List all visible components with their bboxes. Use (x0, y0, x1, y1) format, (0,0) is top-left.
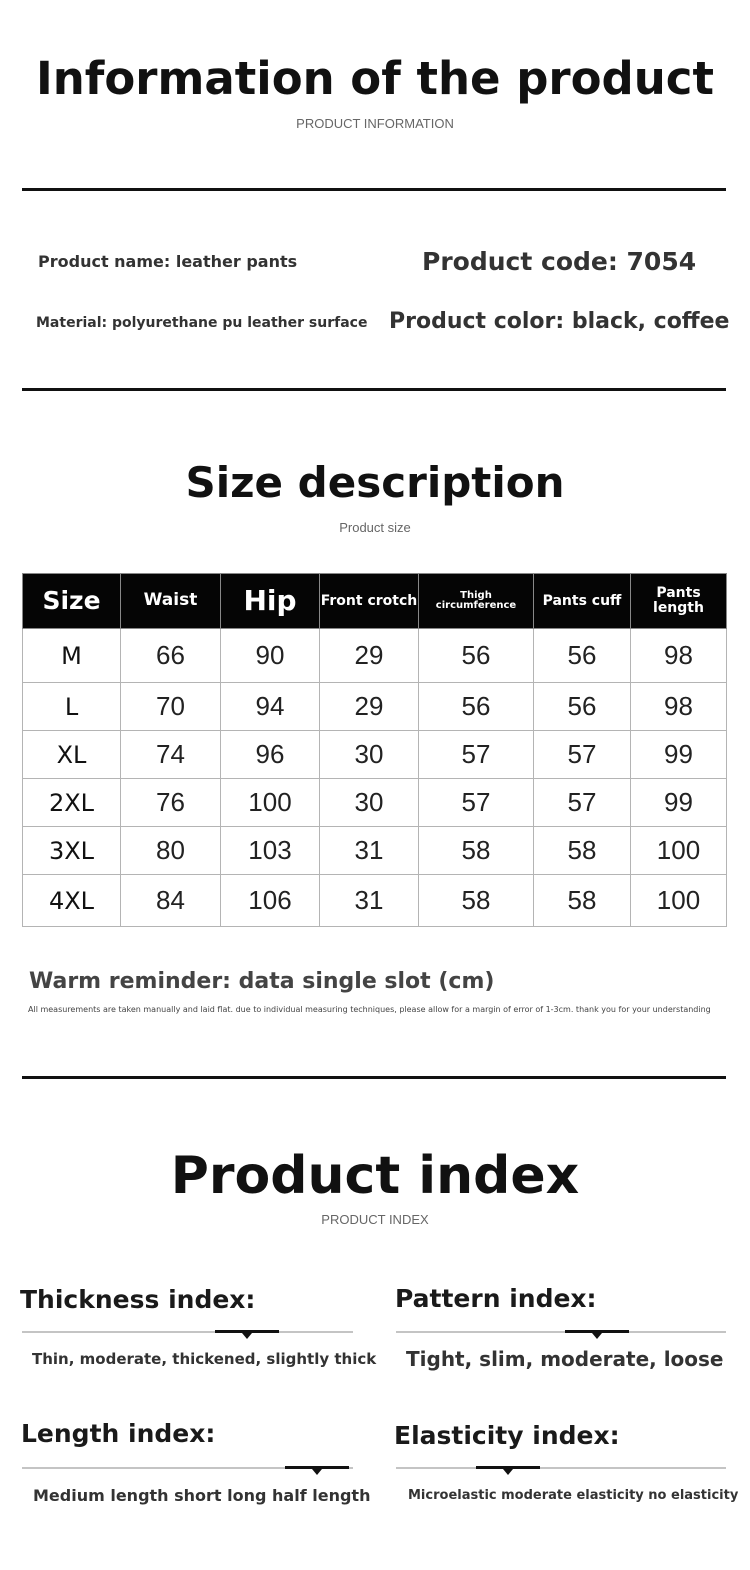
col-header-waist: Waist (121, 574, 221, 629)
table-cell: 106 (221, 875, 320, 927)
table-cell: 56 (419, 683, 534, 731)
elasticity-index-title: Elasticity index: (394, 1421, 620, 1450)
table-cell: 57 (419, 731, 534, 779)
elasticity-index-track (396, 1467, 726, 1469)
table-cell: 29 (320, 683, 419, 731)
col-header-thigh: Thigh circumference (419, 574, 534, 629)
size-title: Size description (185, 458, 565, 507)
elasticity-index-pointer-icon (503, 1469, 513, 1475)
pattern-index-options: Tight, slim, moderate, loose (406, 1347, 724, 1371)
table-cell: 99 (631, 731, 727, 779)
col-header-front-crotch: Front crotch (320, 574, 419, 629)
table-cell: 58 (419, 875, 534, 927)
thickness-index-pointer-icon (242, 1333, 252, 1339)
table-cell: 31 (320, 875, 419, 927)
thickness-index-title: Thickness index: (20, 1285, 256, 1314)
table-row (23, 683, 727, 731)
thickness-index-track (22, 1331, 353, 1333)
size-table (22, 573, 727, 927)
table-cell: M (23, 629, 121, 683)
col-header-size: Size (23, 574, 121, 629)
col-header-pants-length: Pants length (631, 574, 727, 629)
table-cell: 74 (121, 731, 221, 779)
table-cell: 57 (419, 779, 534, 827)
table-cell: 66 (121, 629, 221, 683)
length-index-pointer-icon (312, 1469, 322, 1475)
divider (22, 388, 726, 391)
table-row (23, 731, 727, 779)
divider (22, 1076, 726, 1079)
table-cell: XL (23, 731, 121, 779)
table-cell: 56 (534, 629, 631, 683)
table-cell: 2XL (23, 779, 121, 827)
table-cell: 98 (631, 629, 727, 683)
table-cell: 58 (534, 827, 631, 875)
measurement-note: All measurements are taken manually and laid flat. due to individual measuring techniques, please allow for a margin of error of 1-3cm. thank you for your understanding (28, 1005, 711, 1014)
table-cell: 90 (221, 629, 320, 683)
info-title: Information of the product (36, 52, 714, 105)
length-index-options: Medium length short long half length (33, 1486, 371, 1505)
table-cell: 3XL (23, 827, 121, 875)
table-row (23, 827, 727, 875)
table-cell: 96 (221, 731, 320, 779)
table-cell: 4XL (23, 875, 121, 927)
info-subtitle: PRODUCT INFORMATION (296, 116, 454, 131)
table-cell: L (23, 683, 121, 731)
table-cell: 58 (419, 827, 534, 875)
table-cell: 56 (534, 683, 631, 731)
table-row (23, 875, 727, 927)
table-cell: 31 (320, 827, 419, 875)
table-row (23, 629, 727, 683)
table-cell: 30 (320, 731, 419, 779)
table-cell: 80 (121, 827, 221, 875)
size-subtitle: Product size (339, 520, 411, 535)
index-title: Product index (170, 1146, 580, 1206)
product-color: Product color: black, coffee (389, 309, 730, 334)
table-cell: 30 (320, 779, 419, 827)
product-code: Product code: 7054 (422, 247, 697, 276)
table-cell: 84 (121, 875, 221, 927)
table-cell: 100 (631, 875, 727, 927)
table-cell: 94 (221, 683, 320, 731)
elasticity-index-options: Microelastic moderate elasticity no elasticity (408, 1488, 739, 1503)
col-header-pants-cuff: Pants cuff (534, 574, 631, 629)
pattern-index-track (396, 1331, 726, 1333)
table-row (23, 779, 727, 827)
table-cell: 100 (221, 779, 320, 827)
table-header-row (23, 574, 727, 629)
table-cell: 99 (631, 779, 727, 827)
table-cell: 103 (221, 827, 320, 875)
divider (22, 188, 726, 191)
table-cell: 56 (419, 629, 534, 683)
pattern-index-title: Pattern index: (395, 1284, 597, 1313)
table-cell: 70 (121, 683, 221, 731)
product-material: Material: polyurethane pu leather surface (36, 315, 368, 331)
table-cell: 98 (631, 683, 727, 731)
index-subtitle: PRODUCT INDEX (321, 1212, 429, 1227)
table-cell: 29 (320, 629, 419, 683)
thickness-index-options: Thin, moderate, thickened, slightly thick (32, 1350, 377, 1368)
warm-reminder: Warm reminder: data single slot (cm) (29, 969, 495, 994)
col-header-hip: Hip (221, 574, 320, 629)
pattern-index-pointer-icon (592, 1333, 602, 1339)
table-cell: 57 (534, 731, 631, 779)
product-name: Product name: leather pants (38, 252, 298, 271)
table-cell: 76 (121, 779, 221, 827)
length-index-title: Length index: (21, 1419, 216, 1448)
table-cell: 57 (534, 779, 631, 827)
table-cell: 100 (631, 827, 727, 875)
table-cell: 58 (534, 875, 631, 927)
